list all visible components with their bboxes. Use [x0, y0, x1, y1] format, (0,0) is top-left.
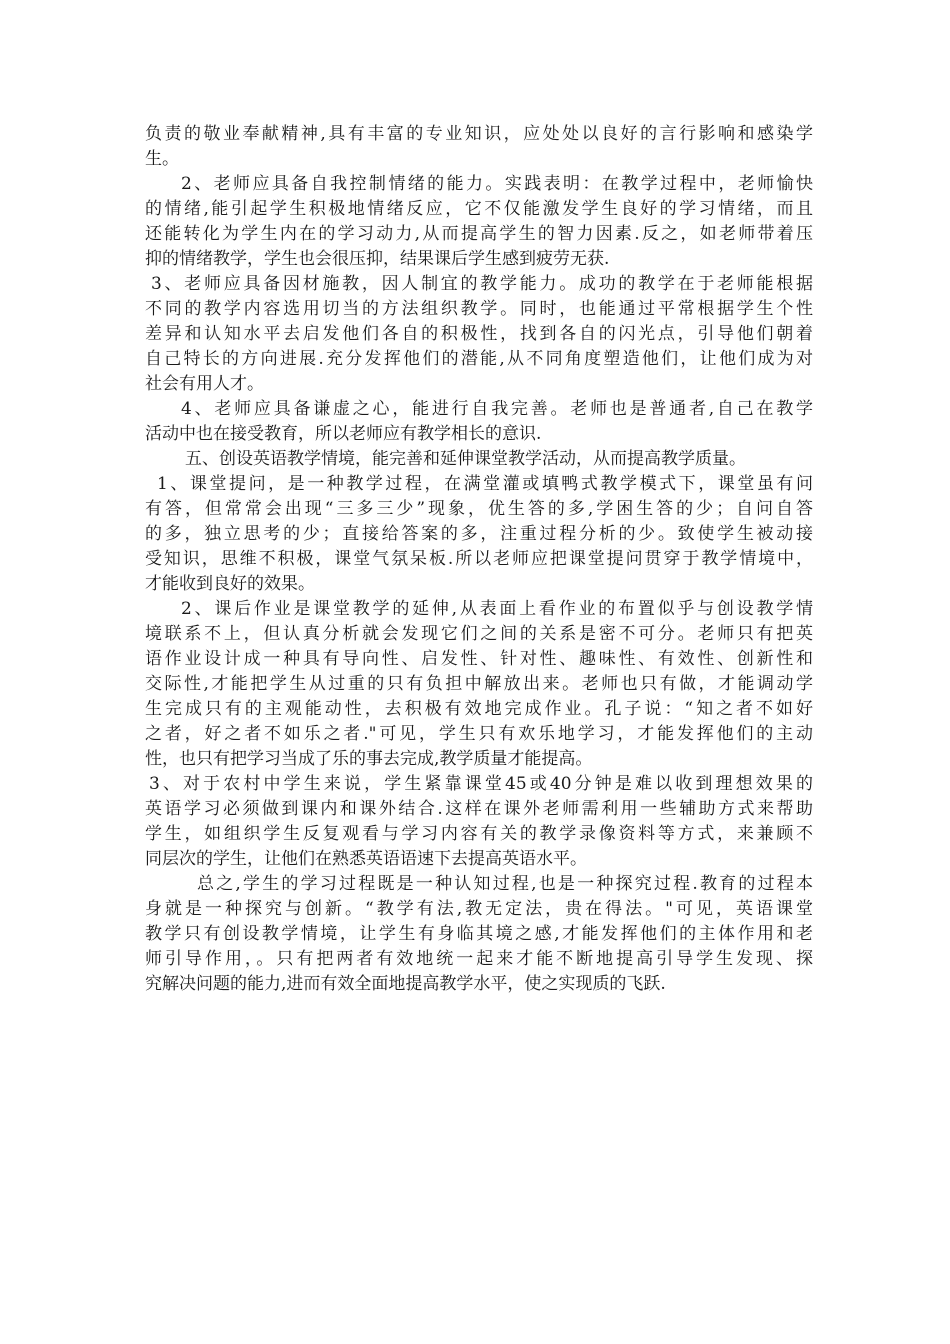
document-body: [145, 122, 813, 997]
text-line: 性，也只有把学习当成了乐的事去完成,教学质量才能提高。: [145, 749, 593, 769]
paragraph: [145, 772, 813, 872]
paragraph: [145, 122, 813, 172]
text-line: 师引导作用，。只有把两者有效地统一起来才能不断地提高引导学生发现、探: [145, 949, 813, 969]
text-line: 身就是一种探究与创新。“教学有法,教无定法，贵在得法。"可见，英语课堂: [145, 899, 813, 919]
text-line: 受知识，思维不积极，课堂气氛呆板.所以老师应把课堂提问贯穿于教学情境中，: [145, 549, 813, 569]
text-line: 有答，但常常会出现“三多三少”现象，优生答的多,学困生答的少；自问自答: [145, 499, 813, 519]
text-line: 不同的教学内容选用切当的方法组织教学。同时，也能通过平常根据学生个性: [145, 299, 813, 319]
text-line: 1、课堂提问，是一种教学过程，在满堂灌或填鸭式教学模式下，课堂虽有问: [157, 474, 813, 494]
text-line: 抑的情绪教学，学生也会很压抑，结果课后学生感到疲劳无获.: [145, 249, 610, 269]
text-line: 3、老师应具备因材施教，因人制宜的教学能力。成功的教学在于老师能根据: [151, 274, 813, 294]
text-line: 2、老师应具备自我控制情绪的能力。实践表明：在教学过程中，老师愉快: [181, 174, 813, 194]
text-line: 才能收到良好的效果。: [145, 574, 315, 594]
text-line: 语作业设计成一种具有导向性、启发性、针对性、趣味性、有效性、创新性和: [145, 649, 813, 669]
text-line: 五、创设英语教学情境，能完善和延伸课堂教学活动，从而提高教学质量。: [185, 449, 746, 469]
text-line: 生。: [145, 149, 179, 169]
paragraph: [145, 472, 813, 597]
text-line: 自己特长的方向进展.充分发挥他们的潜能,从不同角度塑造他们，让他们成为对: [145, 349, 813, 369]
text-line: 同层次的学生，让他们在熟悉英语语速下去提高英语水平。: [145, 849, 587, 869]
text-line: 生完成只有的主观能动性，去积极有效地完成作业。孔子说：“知之者不如好: [145, 699, 813, 719]
paragraph: [145, 597, 813, 772]
text-line: 社会有用人才。: [145, 374, 264, 394]
paragraph: [145, 172, 813, 272]
text-line: 差异和认知水平去启发他们各自的积极性，找到各自的闪光点，引导他们朝着: [145, 324, 813, 344]
text-line: 总之,学生的学习过程既是一种认知过程,也是一种探究过程.教育的过程本: [197, 874, 813, 894]
paragraph: [145, 272, 813, 397]
text-line: 交际性,才能把学生从过重的只有负担中解放出来。老师也只有做，才能调动学: [145, 674, 813, 694]
paragraph: [145, 397, 813, 447]
text-line: 4、老师应具备谦虚之心，能进行自我完善。老师也是普通者,自己在教学: [181, 399, 813, 419]
text-line: 之者，好之者不如乐之者."可见，学生只有欢乐地学习，才能发挥他们的主动: [145, 724, 813, 744]
text-line: 的情绪,能引起学生积极地情绪反应，它不仅能激发学生良好的学习情绪，而且: [145, 199, 813, 219]
text-line: 境联系不上，但认真分析就会发现它们之间的关系是密不可分。老师只有把英: [145, 624, 813, 644]
text-line: 还能转化为学生内在的学习动力,从而提高学生的智力因素.反之，如老师带着压: [145, 224, 813, 244]
text-line: 的多，独立思考的少；直接给答案的多，注重过程分析的少。致使学生被动接: [145, 524, 813, 544]
paragraph: [145, 872, 813, 997]
text-line: 究解决问题的能力,进而有效全面地提高教学水平，使之实现质的飞跃.: [145, 974, 666, 994]
text-line: 英语学习必须做到课内和课外结合.这样在课外老师需利用一些辅助方式来帮助: [145, 799, 813, 819]
text-line: 2、课后作业是课堂教学的延伸,从表面上看作业的布置似乎与创设教学情: [181, 599, 813, 619]
text-line: 学生，如组织学生反复观看与学习内容有关的教学录像资料等方式，来兼顾不: [145, 824, 813, 844]
text-line: 3、对于农村中学生来说，学生紧靠课堂45或40分钟是难以收到理想效果的: [149, 774, 813, 794]
text-line: 活动中也在接受教育，所以老师应有教学相长的意识.: [145, 424, 542, 444]
text-line: 负责的敬业奉献精神,具有丰富的专业知识，应处处以良好的言行影响和感染学: [145, 124, 813, 144]
text-line: 教学只有创设教学情境，让学生有身临其境之感,才能发挥他们的主体作用和老: [145, 924, 813, 944]
section-heading: [145, 447, 813, 472]
